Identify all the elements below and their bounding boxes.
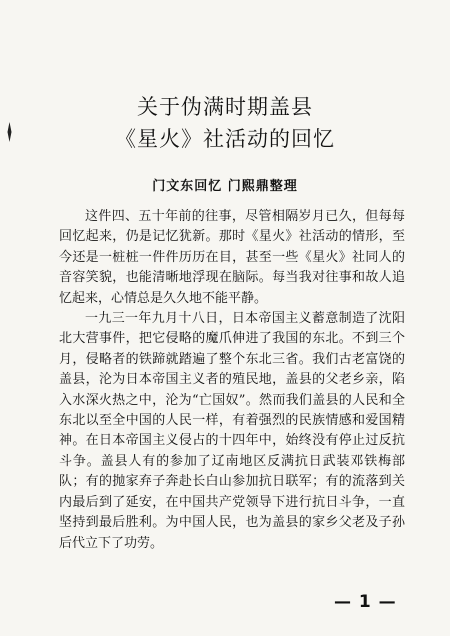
paragraph-2: 一九三一年九月十八日，日本帝国主义蓄意制造了沈阳北大营事件，把它侵略的魔爪伸进了我国的东北。不到三个月，侵略者的铁蹄就踏遍了整个东北三省。我们古老富饶的盖县，沦为日本帝国主义者的殖民地，盖县的父老乡亲，陷入水深火热之中，沦为“亡国奴”。然而我们盖县的人民和全东北以至全中国的人民一样，有着强烈的民族情感和爱国精神。在日本帝国主义侵占的十四年中，始终没有停止过反抗斗争。盖县人有的参加了辽南地区反满抗日武装邓铁梅部队；有的抛家弃子奔赴长白山参加抗日联军；有的流落到关内最后到了延安，在中国共产党领导下进行抗日斗争，一直坚持到最后胜利。为中国人民，也为盖县的家乡父老及子孙后代立下了功劳。 [59, 311, 405, 551]
title-line-2: 《星火》社活动的回忆 [115, 127, 335, 151]
page-number: — 1 — [334, 592, 397, 612]
body-text [59, 207, 405, 554]
title-line-1: 关于伪满时期盖县 [137, 95, 313, 119]
author-line: 门文东回忆 门熙鼎整理 [152, 179, 298, 194]
paragraph-1: 这件四、五十年前的往事，尽管相隔岁月已久，但每每回忆起来，仍是记忆犹新。那时《星火》社活动的情形，至今还是一桩桩一件件历历在目，甚至一些《星火》社同人的音容笑貌，也能清晰地浮现在脑际。每当我对往事和故人追忆起来，心情总是久久地不能平静。 [59, 209, 405, 306]
